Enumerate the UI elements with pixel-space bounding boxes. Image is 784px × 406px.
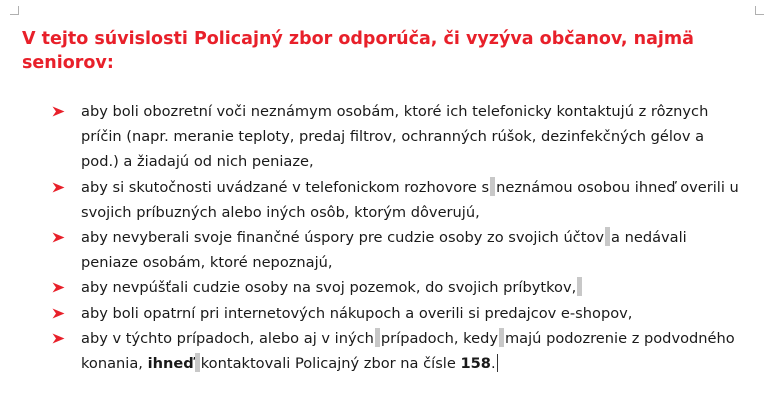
arrowhead-bullet-icon — [52, 326, 66, 351]
list-item-text: majú podozrenie z podvodného konania, — [81, 329, 735, 373]
margin-corner-top-right — [755, 6, 764, 15]
list-item-text: aby boli opatrní pri internetových nákupoch a overili si predajcov e-shopov, — [81, 304, 633, 322]
list-item — [0, 275, 741, 300]
list-item-text: aby boli obozretní voči neznámym osobám, ktoré ich telefonicky kontaktujú z rôznych príčin (napr. meranie teploty, predaj filtrov, ochranných rúšok, dezinfekčných gélov a pod.) a žiadajú od nich peniaze, — [81, 103, 709, 171]
list-item-text: neznámou osobou ihneď overili u svojich príbuzných alebo iných osôb, ktorým dôverujú, — [81, 178, 739, 221]
advisory-heading: V tejto súvislosti Policajný zbor odporúča, či vyzýva občanov, najmä seniorov: — [22, 29, 694, 73]
nonbreaking-space-mark — [605, 227, 610, 246]
nonbreaking-space-mark — [499, 328, 504, 347]
margin-corner-top-left — [10, 6, 19, 15]
list-item — [0, 225, 741, 275]
nonbreaking-space-mark — [490, 177, 495, 196]
list-item-text: aby si skutočnosti uvádzané v telefonickom rozhovore s — [81, 178, 490, 196]
arrowhead-bullet-icon — [52, 225, 66, 250]
list-item — [0, 301, 741, 326]
sentence-end: . — [490, 355, 496, 373]
list-item-text: kontaktovali Policajný zbor na čísle — [200, 355, 456, 373]
list-item — [0, 99, 741, 175]
list-item-text: prípadoch, kedy — [380, 329, 498, 347]
arrowhead-bullet-icon — [52, 301, 66, 326]
nonbreaking-space-mark — [577, 277, 582, 296]
police-phone-number: 158 — [460, 355, 491, 373]
list-item-text: a nedávali peniaze osobám, ktoré nepoznajú, — [81, 229, 687, 272]
advice-list — [0, 99, 784, 376]
emphasis-immediately: ihneď — [147, 355, 194, 373]
text-cursor — [497, 354, 498, 372]
list-item-text: aby nevyberali svoje finančné úspory pre cudzie osoby zo svojich účtov — [81, 229, 605, 247]
nonbreaking-space-mark — [375, 328, 380, 347]
arrowhead-bullet-icon — [52, 99, 66, 124]
list-item — [0, 326, 741, 376]
list-item-text: aby nevpúšťali cudzie osoby na svoj pozemok, do svojich príbytkov, — [81, 279, 577, 297]
arrowhead-bullet-icon — [52, 275, 66, 300]
arrowhead-bullet-icon — [52, 175, 66, 200]
list-item-text: aby v týchto prípadoch, alebo aj v iných — [81, 329, 374, 347]
list-item — [0, 175, 741, 225]
nonbreaking-space-mark — [195, 353, 200, 372]
